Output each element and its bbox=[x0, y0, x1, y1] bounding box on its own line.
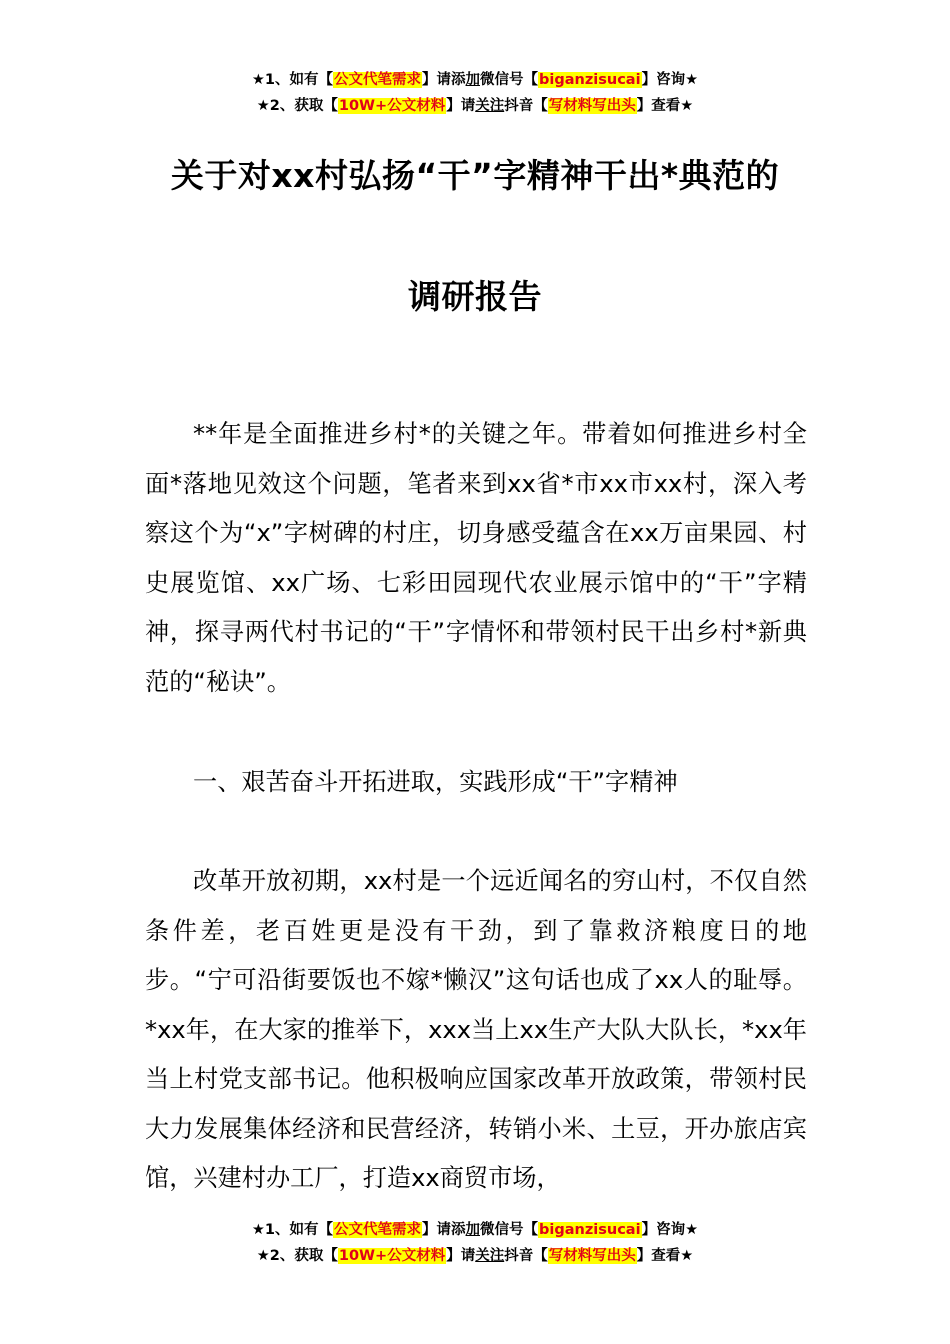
promo-line-1: ★1、如有【公文代笔需求】请添加微信号【biganzisucai】咨询★ bbox=[251, 72, 699, 88]
document-title-line-1: 关于对xx村弘扬“干”字精神干出*典范的 bbox=[170, 156, 780, 195]
highlight-wechat-id: biganzisucai bbox=[539, 1222, 641, 1238]
promo-banner-top bbox=[0, 67, 950, 119]
promo-banner-bottom bbox=[0, 1217, 950, 1269]
highlight-douyin-id: 写材料写出头 bbox=[548, 1248, 636, 1264]
highlight-service: 公文代笔需求 bbox=[334, 1222, 422, 1238]
highlight-wechat-id: biganzisucai bbox=[539, 72, 641, 88]
highlight-douyin-id: 写材料写出头 bbox=[548, 98, 636, 114]
paragraph-intro: **年是全面推进乡村*的关键之年。带着如何推进乡村全面*落地见效这个问题，笔者来到xx省*市xx市xx村，深入考察这个为“x”字树碑的村庄，切身感受蕴含在xx万亩果园、村史展览馆、xx广场、七彩田园现代农业展示馆中的“干”字精神，探寻两代村书记的“干”字情怀和带领村民干出乡村*新典范的“秘诀”。 bbox=[145, 420, 807, 696]
paragraph-history: 改革开放初期，xx村是一个远近闻名的穷山村，不仅自然条件差，老百姓更是没有干劲，到了靠救济粮度日的地步。“宁可沿街要饭也不嫁*懒汉”这句话也成了xx人的耻辱。*xx年，在大家的推举下，xxx当上xx生产大队大队长，*xx年当上村党支部书记。他积极响应国家改革开放政策，带领村民大力发展集体经济和民营经济，转销小米、土豆，开办旅店宾馆，兴建村办工厂，打造xx商贸市场， bbox=[145, 867, 807, 1192]
section-heading-1: 一、艰苦奋斗开拓进取，实践形成“干”字精神 bbox=[193, 768, 678, 796]
highlight-materials: 10W+公文材料 bbox=[338, 1248, 446, 1264]
promo-line-2: ★2、获取【10W+公文材料】请关注抖音【写材料写出头】查看★ bbox=[256, 1248, 694, 1264]
promo-line-1: ★1、如有【公文代笔需求】请添加微信号【biganzisucai】咨询★ bbox=[251, 1222, 699, 1238]
document-title-line-2: 调研报告 bbox=[408, 277, 542, 316]
highlight-materials: 10W+公文材料 bbox=[338, 98, 446, 114]
highlight-service: 公文代笔需求 bbox=[334, 72, 422, 88]
promo-line-2: ★2、获取【10W+公文材料】请关注抖音【写材料写出头】查看★ bbox=[256, 98, 694, 114]
